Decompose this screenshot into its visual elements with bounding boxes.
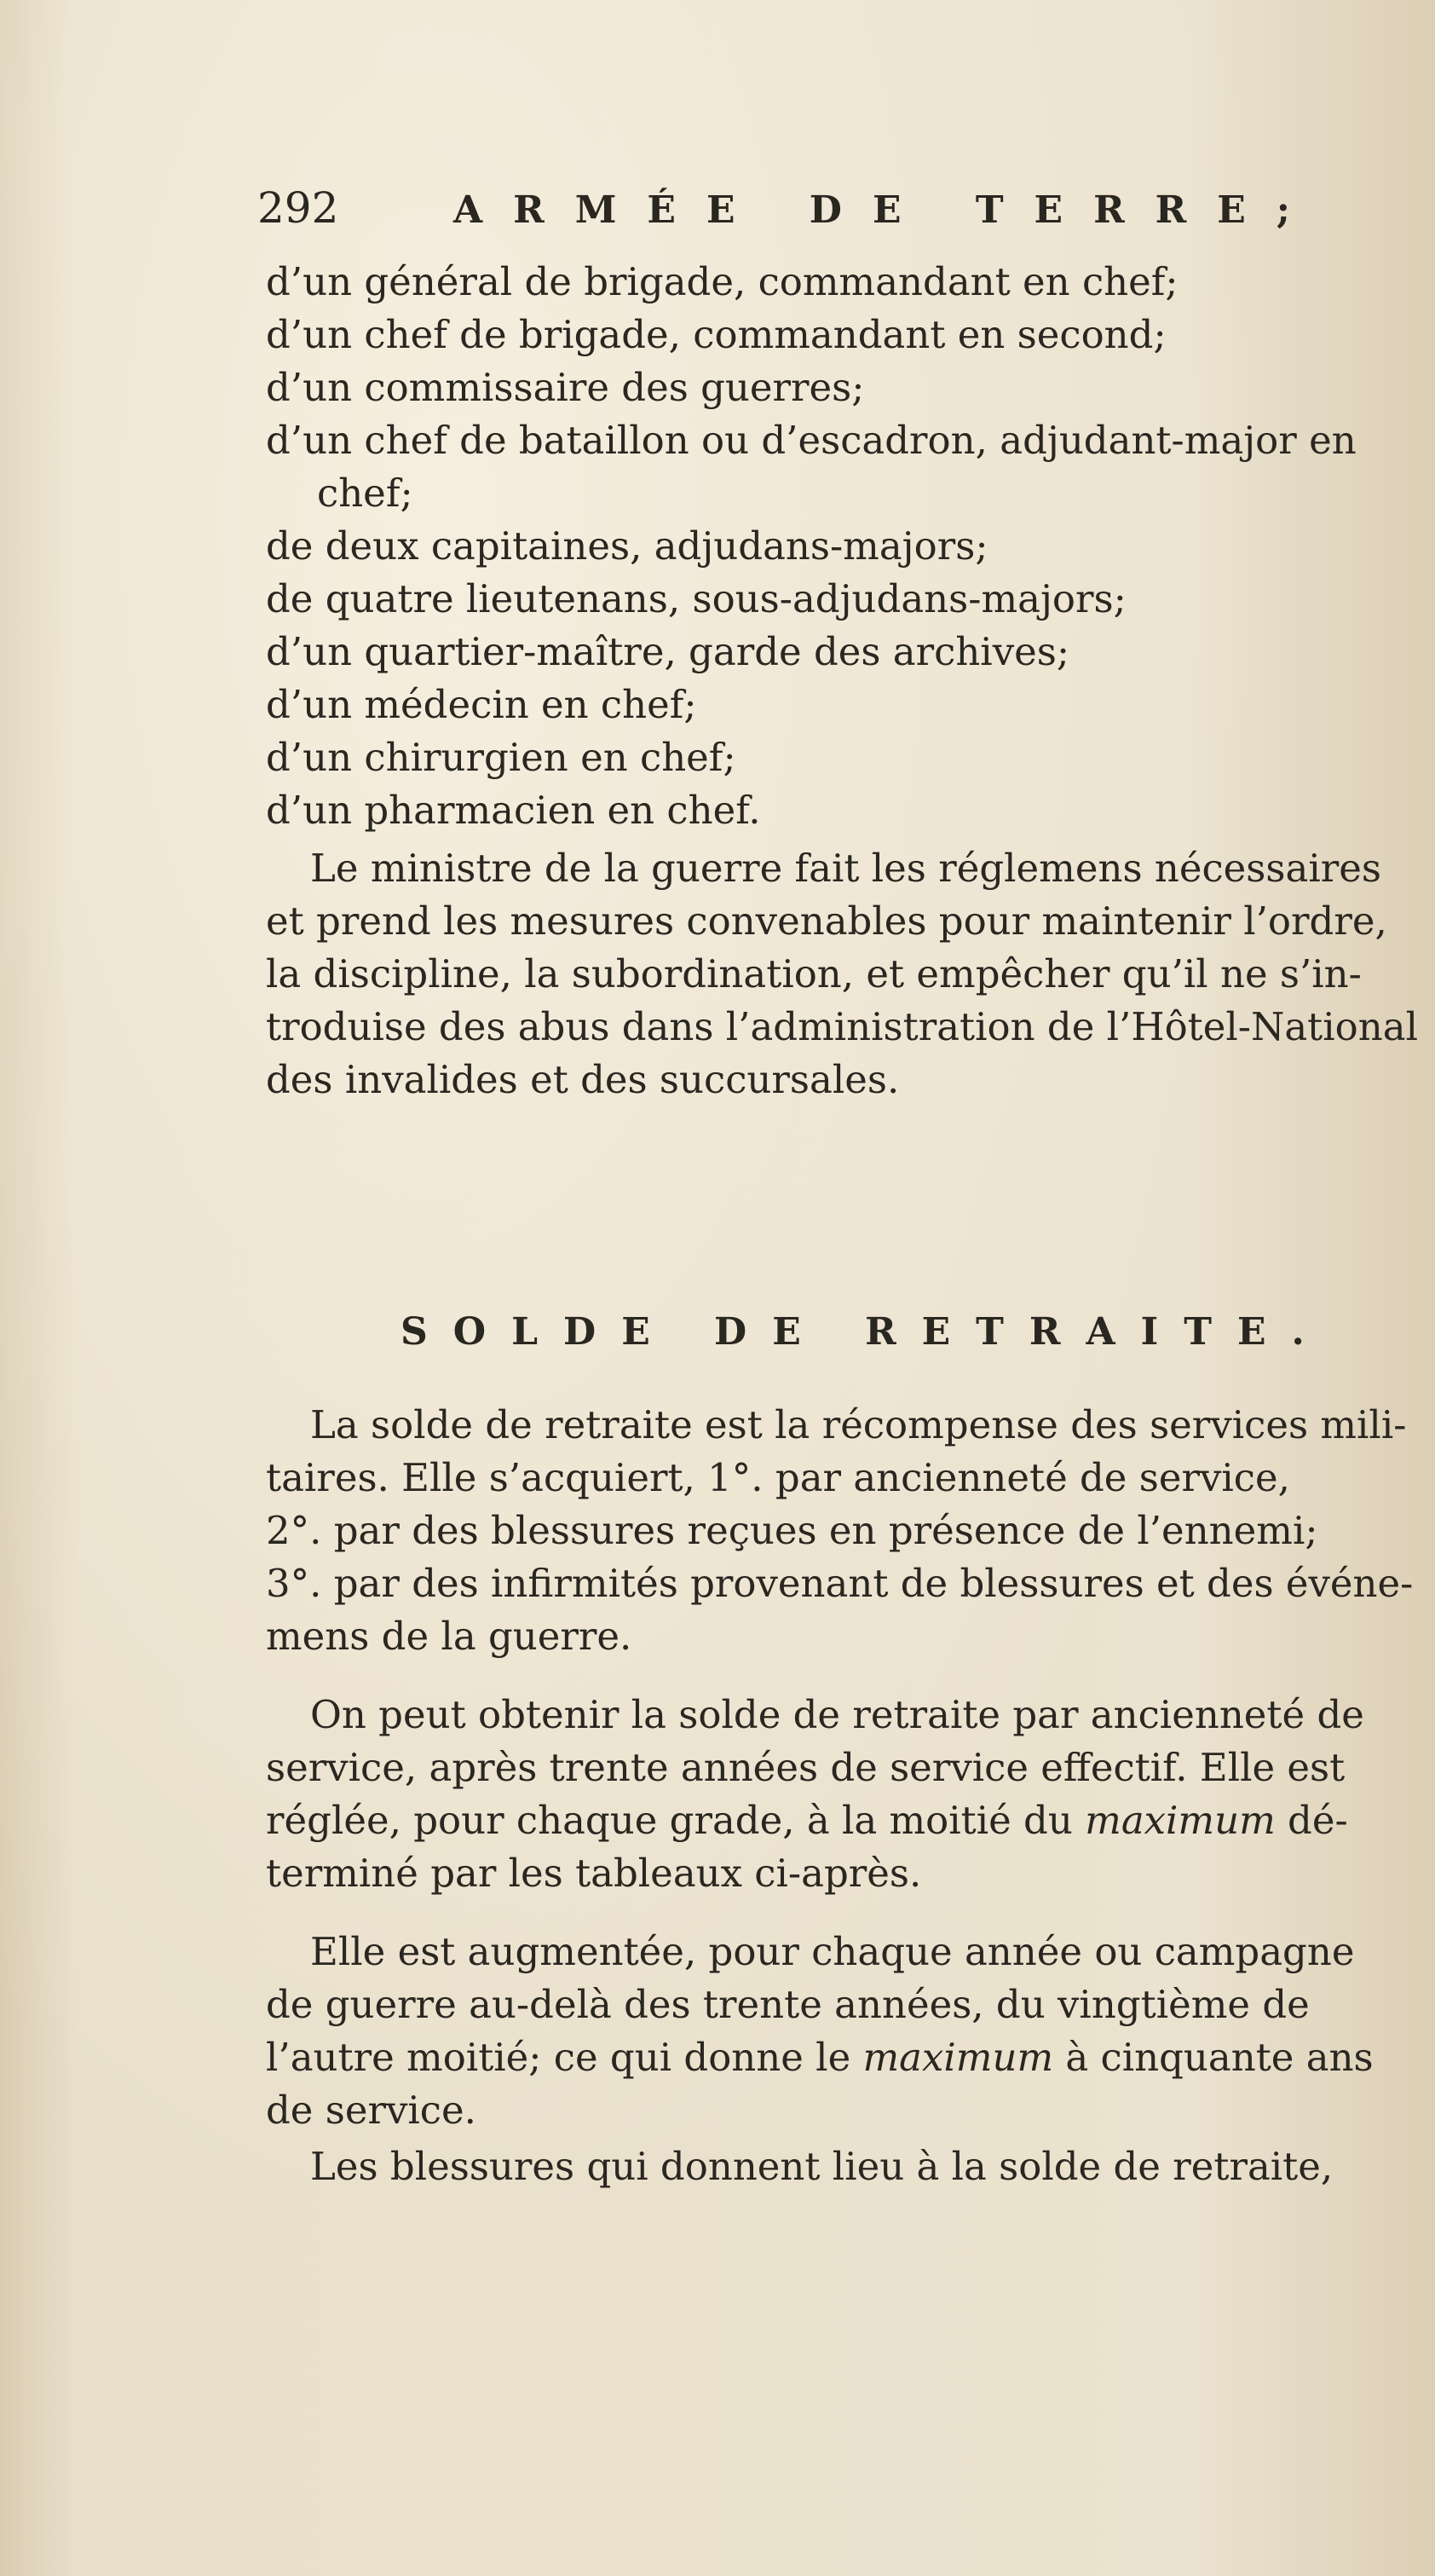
paragraph-line: de guerre au-delà des trente années, du vingtième de: [266, 1982, 1310, 2027]
list-item: d’un général de brigade, commandant en chef;: [266, 259, 1179, 304]
page-number: 292: [257, 183, 339, 233]
list-item: d’un chef de brigade, commandant en second;: [266, 312, 1167, 357]
list-item: d’un commissaire des guerres;: [266, 365, 865, 410]
council-composition-list: [266, 256, 1418, 1106]
paragraph-line: des invalides et des succursales.: [266, 1057, 900, 1102]
section-heading: SOLDE DE RETRAITE.: [401, 1310, 1330, 1354]
paragraph-solde: [266, 1398, 1414, 1662]
text-run: l’autre moitié; ce qui donne le: [266, 2035, 863, 2080]
paragraph-line: [266, 2030, 1399, 2083]
paragraph-anciennete: [266, 1688, 1399, 1899]
text-run: dé-: [1275, 1798, 1348, 1843]
list-item: d’un quartier-maître, garde des archives;: [266, 629, 1070, 674]
paragraph-line: la discipline, la subordination, et empêcher qu’il ne s’in-: [266, 951, 1362, 996]
emphasis-maximum: maximum: [1085, 1798, 1276, 1843]
list-item: d’un chef de bataillon ou d’escadron, adjudant-major en: [266, 418, 1357, 463]
paragraph-line: de service.: [266, 2088, 476, 2133]
paragraph-line: 3°. par des infirmités provenant de blessures et des événe-: [266, 1561, 1414, 1606]
list-item: de quatre lieutenans, sous-adjudans-majors;: [266, 576, 1127, 621]
list-item: d’un chirurgien en chef;: [266, 735, 736, 780]
paragraph-line: 2°. par des blessures reçues en présence de l’ennemi;: [266, 1508, 1318, 1553]
text-run: réglée, pour chaque grade, à la moitié du: [266, 1798, 1086, 1843]
paragraph-line: terminé par les tableaux ci-après.: [266, 1851, 922, 1896]
paragraph-line: Le ministre de la guerre fait les réglemens nécessaires: [310, 846, 1381, 891]
paragraph-ministre: [266, 842, 1418, 1106]
list-item-continuation: chef;: [317, 471, 413, 516]
text-run: à cinquante ans: [1053, 2035, 1374, 2080]
running-title: ARMÉE DE TERRE;: [453, 188, 1322, 232]
emphasis-maximum: maximum: [862, 2035, 1054, 2080]
paragraph-augmentee: [266, 1925, 1399, 2136]
paragraph-line: troduise des abus dans l’administration de l’Hôtel-National: [266, 1004, 1418, 1049]
paragraph-line: et prend les mesures convenables pour maintenir l’ordre,: [266, 898, 1387, 944]
list-item: de deux capitaines, adjudans-majors;: [266, 523, 988, 569]
page-header: [257, 183, 1416, 233]
paragraph-line: La solde de retraite est la récompense des services mili-: [310, 1402, 1407, 1447]
paragraph-line: On peut obtenir la solde de retraite par ancienneté de: [310, 1692, 1364, 1737]
paragraph-line: Elle est augmentée, pour chaque année ou campagne: [310, 1929, 1355, 1974]
list-item: d’un médecin en chef;: [266, 682, 697, 727]
paragraph-blessures-line: Les blessures qui donnent lieu à la solde de retraite,: [310, 2144, 1334, 2189]
retirement-pay-section: [266, 1398, 1414, 2192]
paragraph-line: mens de la guerre.: [266, 1614, 632, 1659]
list-item: d’un pharmacien en chef.: [266, 788, 761, 833]
paragraph-line: service, après trente années de service effectif. Elle est: [266, 1745, 1346, 1790]
paragraph-line: [266, 1793, 1399, 1846]
paragraph-line: taires. Elle s’acquiert, 1°. par ancienneté de service,: [266, 1455, 1290, 1500]
